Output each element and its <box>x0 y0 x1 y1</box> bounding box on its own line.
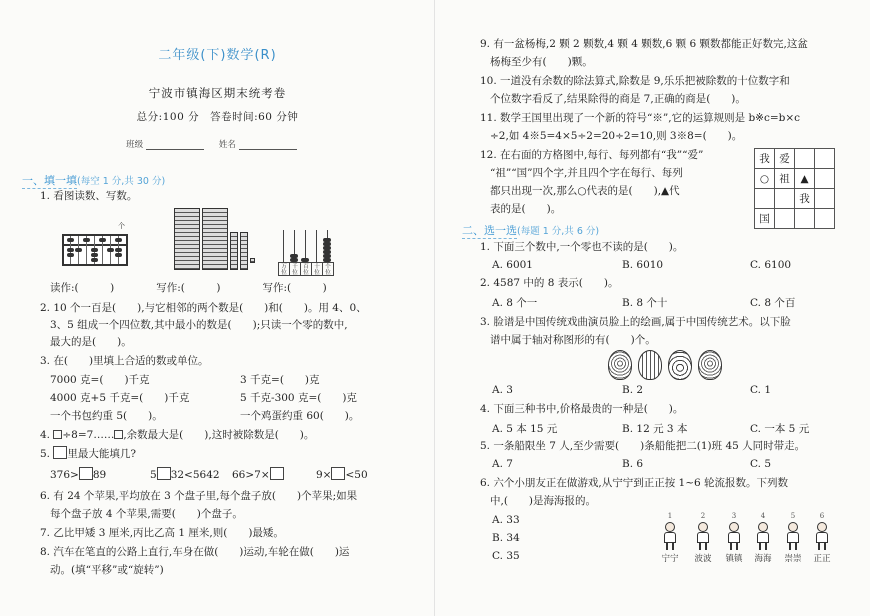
question-5 <box>40 446 136 461</box>
q5-item-3-left: 66>7× <box>232 469 270 481</box>
grid-cell: 国 <box>755 209 775 229</box>
choice-5-option-c[interactable]: C. 5 <box>750 458 772 470</box>
choice-4: 4. 下面三种书中,价格最贵的一种是( )。 <box>480 403 684 415</box>
choice-4-option-b[interactable]: B. 12 元 3 本 <box>622 423 688 435</box>
question-5-item-2 <box>150 467 220 482</box>
child-figure-icon <box>755 522 771 550</box>
grid-cell[interactable] <box>775 189 795 209</box>
question-4-middle: ÷8=7…… <box>62 429 115 441</box>
question-3-item-3a: 一个书包约重 5( )。 <box>50 410 163 422</box>
question-2-line-3: 最大的是( )。 <box>50 336 132 348</box>
question-5-number: 5. <box>40 448 54 460</box>
child-name: 宁宁 <box>661 554 679 564</box>
choice-2-option-b[interactable]: B. 8 个十 <box>622 297 668 309</box>
grid-cell: 我 <box>755 149 775 169</box>
q5-item-1-left: 376> <box>50 469 79 481</box>
choice-3-line-1: 3. 脸谱是中国传统戏曲演员脸上的绘画,属于中国传统艺术。以下脸 <box>480 316 791 328</box>
blank-box[interactable] <box>331 467 345 480</box>
question-4-number: 4. <box>40 429 54 441</box>
choice-5-option-a[interactable]: A. 7 <box>492 458 513 470</box>
opera-mask-3 <box>668 350 692 380</box>
child-figure-icon <box>695 522 711 550</box>
choice-1-option-c[interactable]: C. 6100 <box>750 259 792 271</box>
question-3-item-2a: 4000 克+5 千克=( )千克 <box>50 392 190 404</box>
choice-1-options <box>492 259 822 273</box>
section-choose-note: (每题 1 分,共 6 分) <box>517 226 600 237</box>
child-6 <box>809 512 835 564</box>
question-5-item-4 <box>316 467 368 482</box>
question-3-item-3b: 一个鸡蛋约重 60( )。 <box>240 410 360 422</box>
section-fill-in-title: 一、填一填 <box>22 174 77 187</box>
child-figure-icon <box>662 522 678 550</box>
child-4 <box>750 512 776 564</box>
choice-3-option-a[interactable]: A. 3 <box>492 384 513 396</box>
grid-cell: 爱 <box>775 149 795 169</box>
opera-mask-2 <box>638 350 662 380</box>
choice-5-option-b[interactable]: B. 6 <box>622 458 644 470</box>
grid-cell[interactable] <box>815 169 835 189</box>
question-10-line-2: 个位数字看反了,结果除得的商是 7,正确的商是( )。 <box>490 93 746 105</box>
choice-6-option-c[interactable]: C. 35 <box>492 550 520 562</box>
section-fill-in-note: (每空 1 分,共 30 分) <box>77 176 166 187</box>
exam-meta: 总分:100 分 答卷时间:60 分钟 <box>136 111 299 123</box>
grid-cell[interactable] <box>775 209 795 229</box>
section-fill-in <box>22 172 165 188</box>
choice-6-line-1: 6. 六个小朋友正在做游戏,从宁宁到正正按 1~6 轮流报数。下列数 <box>480 477 789 489</box>
grid-cell: 我 <box>795 189 815 209</box>
question-1: 1. 看图读数、写数。 <box>40 190 138 202</box>
child-3 <box>721 512 747 564</box>
grid-cell[interactable] <box>755 189 775 209</box>
choice-5: 5. 一条船限坐 7 人,至少需要( )条船能把二(1)班 45 人同时带走。 <box>480 440 806 452</box>
child-5 <box>780 512 806 564</box>
name-label: 姓名 <box>218 140 236 150</box>
question-5-item-3 <box>232 467 284 482</box>
grid-cell: ○ <box>755 169 775 189</box>
opera-mask-1 <box>608 350 632 380</box>
choice-4-option-a[interactable]: A. 5 本 15 元 <box>492 423 558 435</box>
grid-cell[interactable] <box>795 149 815 169</box>
question-1-answers: 读作:( ) 写作:( ) 写作:( ) <box>50 282 327 294</box>
choice-2-option-a[interactable]: A. 8 个一 <box>492 297 538 309</box>
child-name: 波波 <box>694 554 712 564</box>
choice-3-option-b[interactable]: B. 2 <box>622 384 644 396</box>
question-4 <box>40 428 314 442</box>
character-grid <box>754 148 835 229</box>
counter-label-wan: 万位 <box>279 263 290 275</box>
choice-4-option-c[interactable]: C. 一本 5 元 <box>750 423 810 435</box>
exam-title: 二年级(下)数学(R) <box>158 48 277 63</box>
question-8-line-2: 动。(填“平移”或“旋转”) <box>50 564 164 576</box>
grid-cell: 祖 <box>775 169 795 189</box>
child-1 <box>657 512 683 564</box>
section-choose <box>462 222 599 238</box>
child-number: 4 <box>760 512 766 520</box>
child-number: 1 <box>667 512 673 520</box>
question-11-line-2: ÷2,如 4※5=4×5÷2=20÷2=10,则 3※8=( )。 <box>490 130 743 142</box>
question-4-tail: ,余数最大是( ),这时被除数是( )。 <box>123 429 315 441</box>
question-12-line-3: 都只出现一次,那么○代表的是( ),▲代 <box>490 185 680 197</box>
choice-1-option-b[interactable]: B. 6010 <box>622 259 664 271</box>
choice-3-options <box>492 384 822 398</box>
blocks-figure <box>170 208 256 274</box>
grid-cell[interactable] <box>815 209 835 229</box>
exam-subtitle: 宁波市镇海区期末统考卷 <box>148 86 287 100</box>
q5-item-4-left: 9× <box>316 469 332 481</box>
counter-label-bai: 百位 <box>301 263 312 275</box>
choice-6-option-b[interactable]: B. 34 <box>492 532 520 544</box>
question-12-line-4: 表的是( )。 <box>490 203 562 215</box>
blank-box[interactable] <box>157 467 171 480</box>
section-choose-title: 二、选一选 <box>462 224 517 237</box>
child-figure-icon <box>726 522 742 550</box>
child-2 <box>690 512 716 564</box>
choice-1-option-a[interactable]: A. 6001 <box>492 259 533 271</box>
choice-2-option-c[interactable]: C. 8 个百 <box>750 297 796 309</box>
child-name: 海海 <box>754 554 772 564</box>
question-10-line-1: 10. 一道没有余数的除法算式,除数是 9,乐乐把被除数的十位数字和 <box>480 75 790 87</box>
choice-2: 2. 4587 中的 8 表示( )。 <box>480 277 619 289</box>
grid-cell[interactable] <box>815 149 835 169</box>
question-2-line-1: 2. 10 个一百是( ),与它相邻的两个数是( )和( )。用 4、0、 <box>40 302 367 314</box>
child-name: 崇崇 <box>784 554 802 564</box>
blank-square[interactable] <box>114 430 123 439</box>
opera-mask-4 <box>698 350 722 380</box>
question-6-line-1: 6. 有 24 个苹果,平均放在 3 个盘子里,每个盘子放( )个苹果;如果 <box>40 490 358 502</box>
name-blank[interactable] <box>239 142 297 150</box>
child-figure-icon <box>785 522 801 550</box>
question-3-item-1b: 3 千克=( )克 <box>240 374 320 386</box>
counter-label-ge: 个位 <box>325 264 331 276</box>
choice-1: 1. 下面三个数中,一个零也不读的是( )。 <box>480 241 684 253</box>
choice-2-options <box>492 295 822 309</box>
q5-item-1-right: 89 <box>92 469 107 481</box>
question-6-line-2: 每个盘子放 4 个苹果,需要( )个盘子。 <box>50 508 243 520</box>
question-3-item-1a: 7000 克=( )千克 <box>50 374 150 386</box>
question-9-line-1: 9. 有一盆杨梅,2 颗 2 颗数,4 颗 4 颗数,6 颗 6 颗数都能正好数完,这盆 <box>480 38 808 50</box>
question-7: 7. 乙比甲矮 3 厘米,丙比乙高 1 厘米,则( )最矮。 <box>40 527 284 539</box>
question-5-text: 里最大能填几? <box>67 448 136 460</box>
student-fields <box>0 138 435 150</box>
child-number: 3 <box>731 512 737 520</box>
question-5-item-1 <box>50 467 106 482</box>
child-number: 2 <box>700 512 706 520</box>
choice-4-options <box>492 421 822 435</box>
blank-box[interactable] <box>79 467 93 480</box>
child-name: 正正 <box>813 554 831 564</box>
choice-5-options <box>492 458 822 472</box>
abacus-top-label: 个 <box>118 222 125 230</box>
question-9-line-2: 杨梅至少有( )颗。 <box>490 56 593 68</box>
grid-cell[interactable] <box>815 189 835 209</box>
q5-item-2-right: 32<5642 <box>170 469 220 481</box>
child-number: 6 <box>819 512 825 520</box>
question-12-line-1: 12. 在右面的方格图中,每行、每列都有“我”“爱” <box>480 149 704 161</box>
choice-3-line-2: 谱中属于轴对称图形的有( )个。 <box>490 334 656 346</box>
grid-cell: ▲ <box>795 169 815 189</box>
counter-label-shi: 十位 <box>312 263 323 275</box>
child-number: 5 <box>790 512 796 520</box>
question-2-line-2: 3、5 组成一个四位数,其中最小的数是( );只读一个零的数中, <box>50 319 348 331</box>
counting-frame <box>278 226 334 276</box>
q5-item-2-left: 5 <box>150 469 157 481</box>
choice-6-line-2: 中,( )是海海报的。 <box>490 495 597 507</box>
counter-label-qian: 千位 <box>290 263 301 275</box>
question-11-line-1: 11. 数学王国里出现了一个新的符号“※”,它的运算规则是 b※c=b×c <box>480 112 801 124</box>
grid-cell[interactable] <box>795 209 815 229</box>
blank-square[interactable] <box>53 430 62 439</box>
question-12-line-2: “祖”“国”四个字,并且四个字在每行、每列 <box>490 167 683 179</box>
blank-box[interactable] <box>53 446 67 459</box>
question-3-item-2b: 5 千克-300 克=( )克 <box>240 392 357 404</box>
class-blank[interactable] <box>146 142 204 150</box>
choice-6-option-a[interactable]: A. 33 <box>492 514 520 526</box>
question-8-line-1: 8. 汽车在笔直的公路上直行,车身在做( )运动,车轮在做( )运 <box>40 546 350 558</box>
q5-item-4-right: <50 <box>345 469 368 481</box>
choice-3-option-c[interactable]: C. 1 <box>750 384 772 396</box>
blank-box[interactable] <box>270 467 284 480</box>
child-name: 镇镇 <box>725 554 743 564</box>
class-label: 班级 <box>126 140 144 150</box>
abacus <box>62 234 128 266</box>
question-3: 3. 在( )里填上合适的数或单位。 <box>40 355 209 367</box>
child-figure-icon <box>814 522 830 550</box>
